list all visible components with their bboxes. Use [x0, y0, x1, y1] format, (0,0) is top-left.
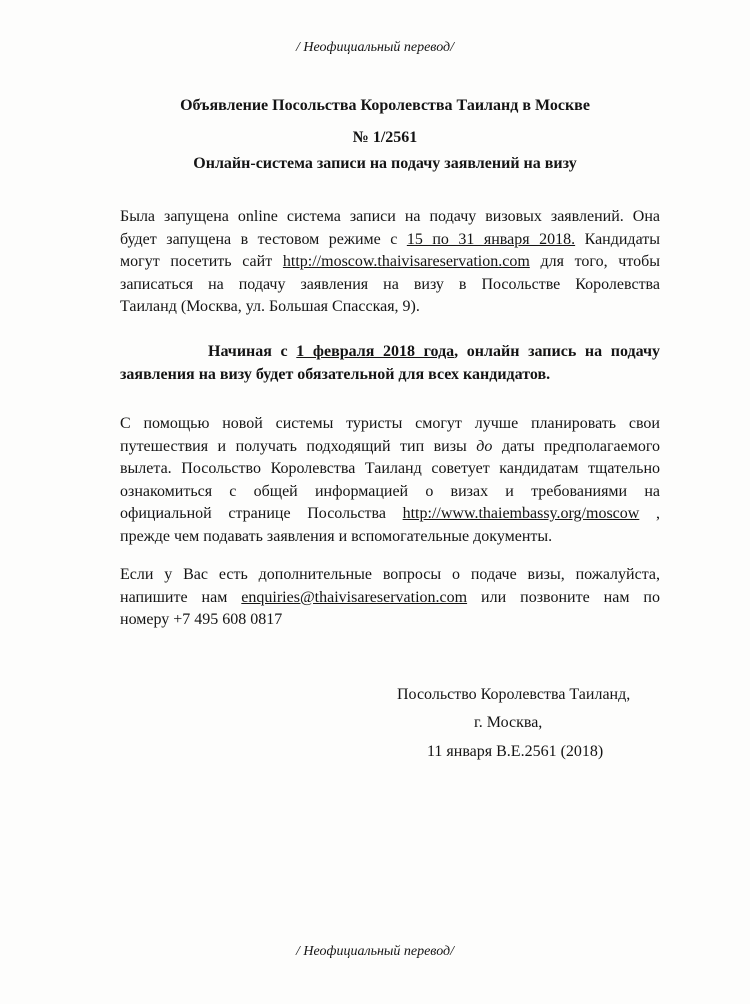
paragraph-line: Если у Вас есть дополнительные вопросы о подаче визы, пожалуйста, — [120, 566, 660, 583]
paragraph-line: заявления на визу будет обязательной для всех кандидатов. — [120, 365, 551, 383]
text-fragment: , онлайн запись на подачу — [454, 343, 660, 360]
signature-date: 11 января B.E.2561 (2018) — [427, 743, 604, 760]
text-fragment: Начиная с — [208, 343, 297, 360]
text-fragment: напишите нам — [120, 588, 242, 606]
paragraph-line — [120, 503, 660, 526]
paragraph-mandatory-notice — [120, 341, 660, 386]
unofficial-translation-header: / Неофициальный перевод/ — [296, 40, 454, 55]
paragraph-line — [120, 436, 660, 459]
paragraph-line: вылета. Посольство Королевства Таиланд советует кандидатам тщательно — [120, 460, 660, 477]
paragraph-planning — [120, 413, 660, 548]
unofficial-translation-footer: / Неофициальный перевод/ — [296, 944, 454, 959]
text-fragment: будет запущена в тестовом режиме с — [120, 230, 407, 248]
paragraph-line: прежде чем подавать заявления и вспомогательные документы. — [120, 527, 553, 545]
mandatory-start-date: 1 февраля 2018 года — [296, 343, 455, 360]
text-fragment: могут посетить сайт — [120, 253, 283, 270]
paragraph-line: С помощью новой системы туристы смогут лучше планировать свои — [120, 415, 660, 432]
text-fragment: даты предполагаемого — [492, 437, 661, 455]
text-fragment: или позвоните нам по — [467, 588, 660, 606]
text-fragment: , — [639, 505, 661, 522]
text-fragment: путешествия и получать подходящий тип визы — [120, 437, 477, 455]
text-fragment: для того, чтобы — [529, 253, 660, 270]
paragraph-line — [120, 229, 660, 252]
test-period-dates: 15 по 31 января 2018. — [406, 230, 576, 248]
embassy-site-link[interactable]: http://www.thaiembassy.org/moscow — [402, 505, 640, 522]
paragraph-line: Таиланд (Москва, ул. Большая Спасская, 9). — [120, 298, 420, 315]
signature-city: г. Москва, — [474, 714, 543, 731]
contact-email-link[interactable]: enquiries@thaivisareservation.com — [241, 588, 468, 606]
paragraph-line — [120, 341, 660, 364]
signature-embassy: Посольство Королевства Таиланд, — [397, 686, 631, 703]
paragraph-line: ознакомиться с общей информацией о визах и требованиями на — [120, 482, 660, 500]
paragraph-contacts — [120, 564, 660, 632]
emphasized-word: до — [476, 437, 493, 455]
announcement-number: № 1/2561 — [352, 129, 418, 146]
paragraph-line: записаться на подачу заявления на визу в Посольстве Королевства — [120, 275, 660, 293]
paragraph-line: номеру +7 495 608 0817 — [120, 611, 283, 628]
paragraph-launch — [120, 206, 660, 319]
paragraph-line — [120, 251, 660, 274]
announcement-subtitle: Онлайн-система записи на подачу заявлений на визу — [193, 155, 577, 172]
reservation-site-link[interactable]: http://moscow.thaivisareservation.com — [282, 253, 530, 270]
paragraph-line: Была запущена online система записи на подачу визовых заявлений. Она — [120, 208, 660, 225]
text-fragment: официальной странице Посольства — [120, 505, 403, 522]
paragraph-line — [120, 587, 660, 610]
text-fragment: Кандидаты — [575, 230, 661, 248]
announcement-title: Объявление Посольства Королевства Таиланд в Москве — [180, 97, 590, 114]
